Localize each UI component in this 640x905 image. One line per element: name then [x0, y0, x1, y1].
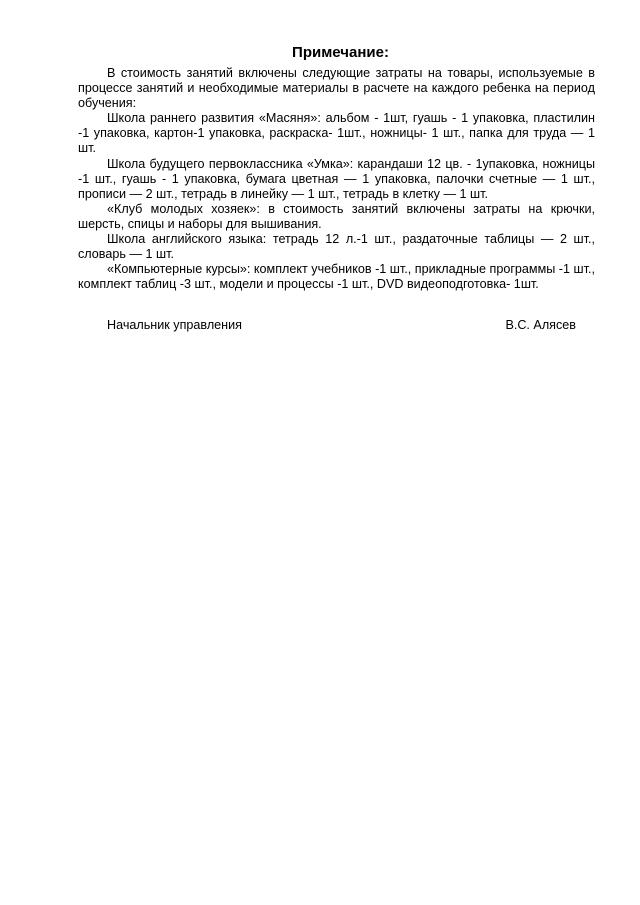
intro-paragraph: В стоимость занятий включены следующие затраты на товары, используемые в процессе занятий и необходимые материалы в расчете на каждого ребенка на период обучения: [78, 66, 595, 111]
paragraph-masyanya: Школа раннего развития «Масяня»: альбом - 1шт, гуашь - 1 упаковка, пластилин -1 упаковка, картон-1 упаковка, раскраска- 1шт., ножницы- 1 шт., папка для труда — 1 шт. [78, 111, 595, 156]
paragraph-computer-courses: «Компьютерные курсы»: комплект учебников -1 шт., прикладные программы -1 шт., комплект таблиц -3 шт., модели и процессы -1 шт., DVD видеоподготовка- 1шт. [78, 262, 595, 292]
signatory-name: В.С. Алясев [505, 318, 576, 332]
signatory-position: Начальник управления [107, 318, 242, 332]
paragraph-english-school: Школа английского языка: тетрадь 12 л.-1 шт., раздаточные таблицы — 2 шт., словарь — 1 шт. [78, 232, 595, 262]
document-title: Примечание: [292, 44, 389, 61]
paragraph-housewives-club: «Клуб молодых хозяек»: в стоимость занятий включены затраты на крючки, шерсть, спицы и наборы для вышивания. [78, 201, 595, 231]
paragraph-umka: Школа будущего первоклассника «Умка»: карандаши 12 цв. - 1упаковка, ножницы -1 шт., гуашь - 1 упаковка, бумага цветная — 1 упаковка, палочки счетные — 1 шт., прописи — 2 шт., тетрадь в линейку — 1 шт., тетрадь в клетку — 1 шт. [78, 156, 595, 201]
signature-block [107, 318, 576, 333]
document-body [78, 44, 595, 292]
